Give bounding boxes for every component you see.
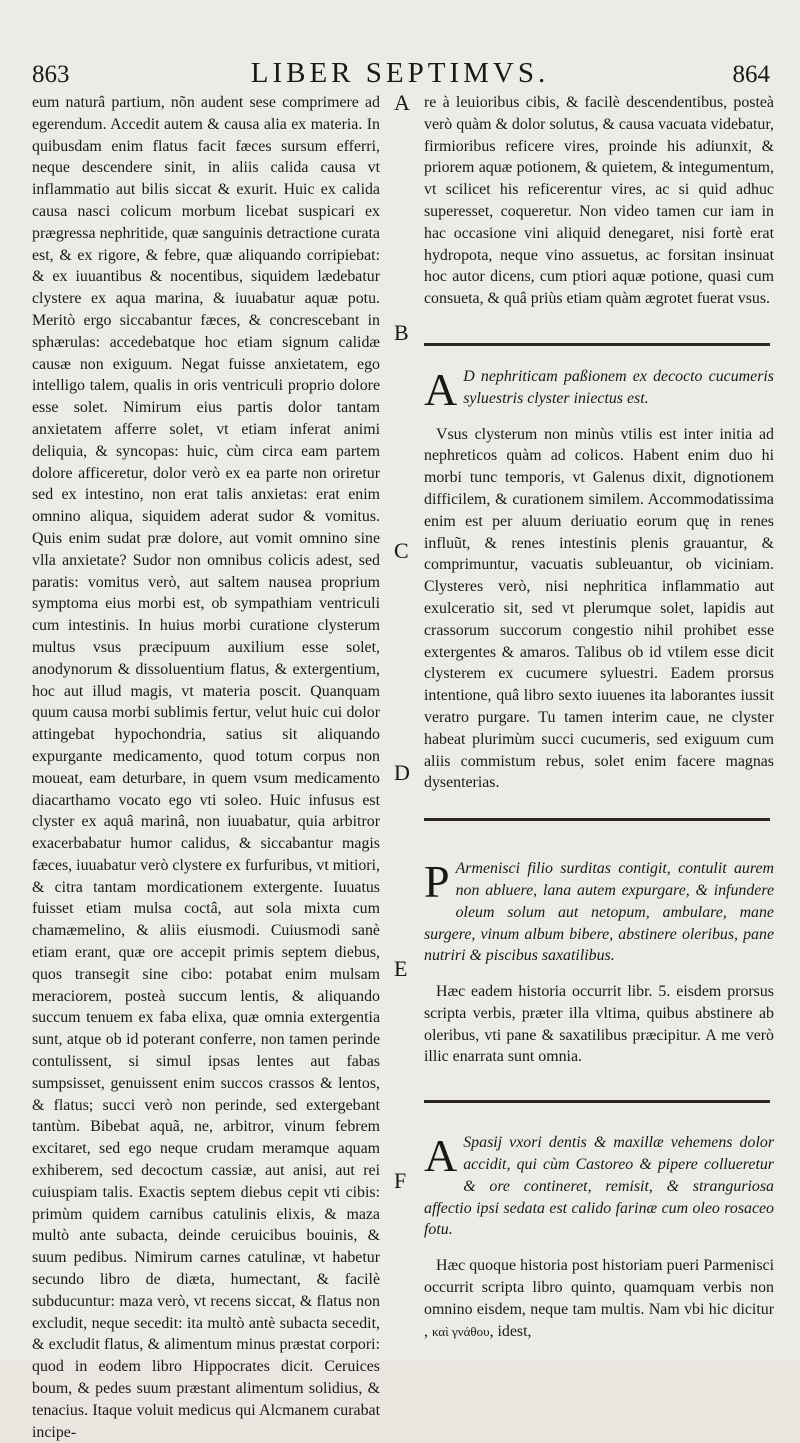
left-page-number: 863 [32,61,70,88]
section-gap [424,794,774,858]
section-body [424,1255,774,1342]
body-text: Hæc quoque historia post historiam pueri Parmenisci occurrit scripta libro quinto, quamquam verbis non omnino eisdem, neque tam multis. Nam vbi hic dicitur , [424,1257,774,1340]
section-heading-text: Armenisci filio surditas contigit, contulit aurem non abluere, lana autem expurgare, & infundere oleum solum aut netopum, ambulare, mane surgere, vinum album bibere, abstinere oleribus, pane nutriri & piscibus saxatilibus. [424,860,774,965]
left-column [32,92,380,1443]
section-heading [424,1132,774,1241]
section-gap [424,310,774,366]
greek-phrase: καὶ γνάθου [431,1323,490,1339]
margin-letter-a: A [394,90,410,115]
drop-initial: A [424,1130,458,1182]
continued-paragraph: re à leuioribus cibis, & facilè descendentibus, posteà verò quàm & dolor solutus, & causa vacuata videbatur, firmioribus reficere vires, proinde his adiunxit, & priorem aquæ potionem, & quietem, & integumentum, vt scilicet his reficerentur vires, ac si quid adhuc superesset, coqueretur. Non video tamen cur iam in hac occasione vini aliquid denegaret, nisi fortè erat hydropota, neque vino assuetus, ac forsitan insinuat hoc autor dicens, cum ptiori aquæ potione, quasi cum consueta, & quâ priùs etiam quàm ægrotet fuerat vsus. [424,94,774,308]
drop-initial: A [424,363,458,415]
left-column-text: eum naturâ partium, nõn audent sese comprimere ad egerendum. Accedit autem & causa alia ex materia. In quibusdam enim flatus facit fæces sursum efferri, neque descendere sinit, in aliis calida causa vt inflammatio aut bilis siccat & exurit. Huic ex calida causa nasci colicum morbum licebat suspicari ex prægressa nephritide, quæ sanguinis detractione curata est, & ex rigore, & febre, quæ aliquando corripiebat: & ex iuuantibus & nocentibus, siquidem lædebatur clystere ex aqua marina, & iuuabatur aquæ potu. Meritò ergo siccabantur fæces, & concrescebant in sphærulas: accedebatque hoc etiam signum calidæ causæ non exiguum. Negat fuisse anxietatem, ego intelligo talem, qualis in oris ventriculi proprio dolore esse solet. Nimirum eius partis dolor tantam anxietatem afferre solet, vt etiam inferat animi deliquia, & syncopas: huic, cùm circa eam partem dolore afficeretur, dolor verò ex ea parte non oriretur sed ex intestino, non erat talis anxietas: erat enim omnino aliqua, siquidem aderat sudor & vomitus. Quis enim sudat præ dolore, aut vomit omnino sine vlla anxietate? Sudor non omnibus colicis adest, sed paratis: vomitus verò, aut saltem nausea proprium symptoma eius morbi est, ob sympathiam ventriculi cum intestinis. In huius morbi curatione clysterum multus vsus præcipuum auxilium esse solet, anodynorum & dissoluentium flatus, & extergentium, hoc aut illud magis, vt materia poscit. Quanquam quum causa morbi sublimis fertur, velut huic cui dolor attingebat hypochondria, satius sit aliquando expurgante medicamento, quod totum corpus non moueat, eam deturbare, in quem vsum medicamento diacarthamo vocato ego vti soleo. Huic infusus est clyster ex aquâ marinâ, non iuuabatur, quia arbitror exacerbabatur humor calidus, & siccabantur magis fæces, iuuabatur verò clystere ex furfuribus, vt mitiori, & citra tantam mordicationem extergente. Iuuatus fuisset etiam mulsa coctâ, aut sola mixta cum chamæmelino, & aliis eiusmodi. Cuiusmodi sanè etiam erant, quæ ore accepit primis septem diebus, quos transegit sine cibo: potabat enim mulsam meraciorem, posteà succum lentis, & aliquando succum tenuem ex faba elixa, quæ omnia extergentia sunt, atque ob id poterant conferre, non tamen perinde contulissent, si simul ipsas lentes aut fabas sumpsisset, genuissent enim succos crassos & lentos, & flatus; succi verò non perinde, sed extergebant tantùm. Bibebat aquã, ne, arbitror, vinum febrem excitaret, sed ego neque crudam meramque aquam exhiberem, sed decoctum cassiæ, aut anisi, aut rei cuiuspiam talis. Exactis septem diebus cepit vti cibis: primùm quidem carnibus catulinis elixis, & maza multò ante subacta, deinde ceruicibus bouinis, & suum pedibus. Nimirum carnes catulinæ, vt habetur secundo libro de diæta, humectant, & facilè subducuntur: maza verò, vt recens siccat, & flatus non excludit, neque secedit: ita multò antè subacta secedit, & excludit flatus, & alimentum minus præstat corpori: quod in eodem libro Hippocrates dicit. Ceruices boum, & pedes suum præstant alimentum solidius, & tenacius. Itaque voluit medicus qui Alcmanem curabat incipe- [32,94,380,1441]
margin-letter-b: B [394,320,409,345]
section-heading-text: D nephriticam paßionem ex decocto cucumeris syluestris clyster iniectus est. [463,367,774,407]
running-title: LIBER SEPTIMVS. [250,57,550,89]
margin-letter-d: D [394,760,410,785]
right-column [424,92,774,1342]
section-heading [424,363,774,415]
right-page-number: 864 [732,61,770,88]
section-body: Hæc eadem historia occurrit libr. 5. eisdem prorsus scripta verbis, præter illa vltima, quibus abstinere ab oleribus, vti pane & saxatilibus præcipitur. A me verò illic enarrata sunt omnia. [424,983,774,1066]
margin-letter-c: C [394,538,409,563]
running-header [0,58,800,92]
section-heading-text: Spasij vxori dentis & maxillæ vehemens dolor accidit, qui cùm Castoreo & pipere collueretur & ore contineret, remisit, & stranguriosa affectio ipsi sedata est calido farinæ cum oleo rosaceo fotu. [424,1134,774,1239]
body-text: , idest, [489,1322,532,1340]
margin-letter-f: F [394,1168,407,1193]
section-gap [424,1068,774,1132]
section-body: Vsus clysterum non minùs vtilis est inter initia ad nephreticos quàm ad colicos. Habent enim duo hi morbi tunc temporis, vt Galenus dixit, dignotionem difficilem, & curationem similem. Accommodatissima enim est per aluum deriuatio eorum quę in renes influũt, & renes intestinis plenis grauantur, & comprimuntur, vacuatis subleuantur, ob viciniam. Clysteres verò, nisi nephritica inflammatio aut exulceratio sit, sed vt plerumque solet, lapidis aut crassorum succorum congestio nihil prohibet esse extergentes & amaros. Talibus ob id vtilem esse dicit clysterem ex cucumere syluestri. Eadem prorsus intentione, quâ libro sexto iuuenes ita laborantes iussit veratro purgare. Tu tamen interim caue, ne clyster habeat plurimùm succi cucumeris, sed exiguum cum aliis commistum rebus, solet enim facere magnas dysenterias. [424,425,774,792]
section-heading [424,858,774,967]
drop-initial: P [424,856,450,908]
margin-letter-e: E [394,956,408,981]
